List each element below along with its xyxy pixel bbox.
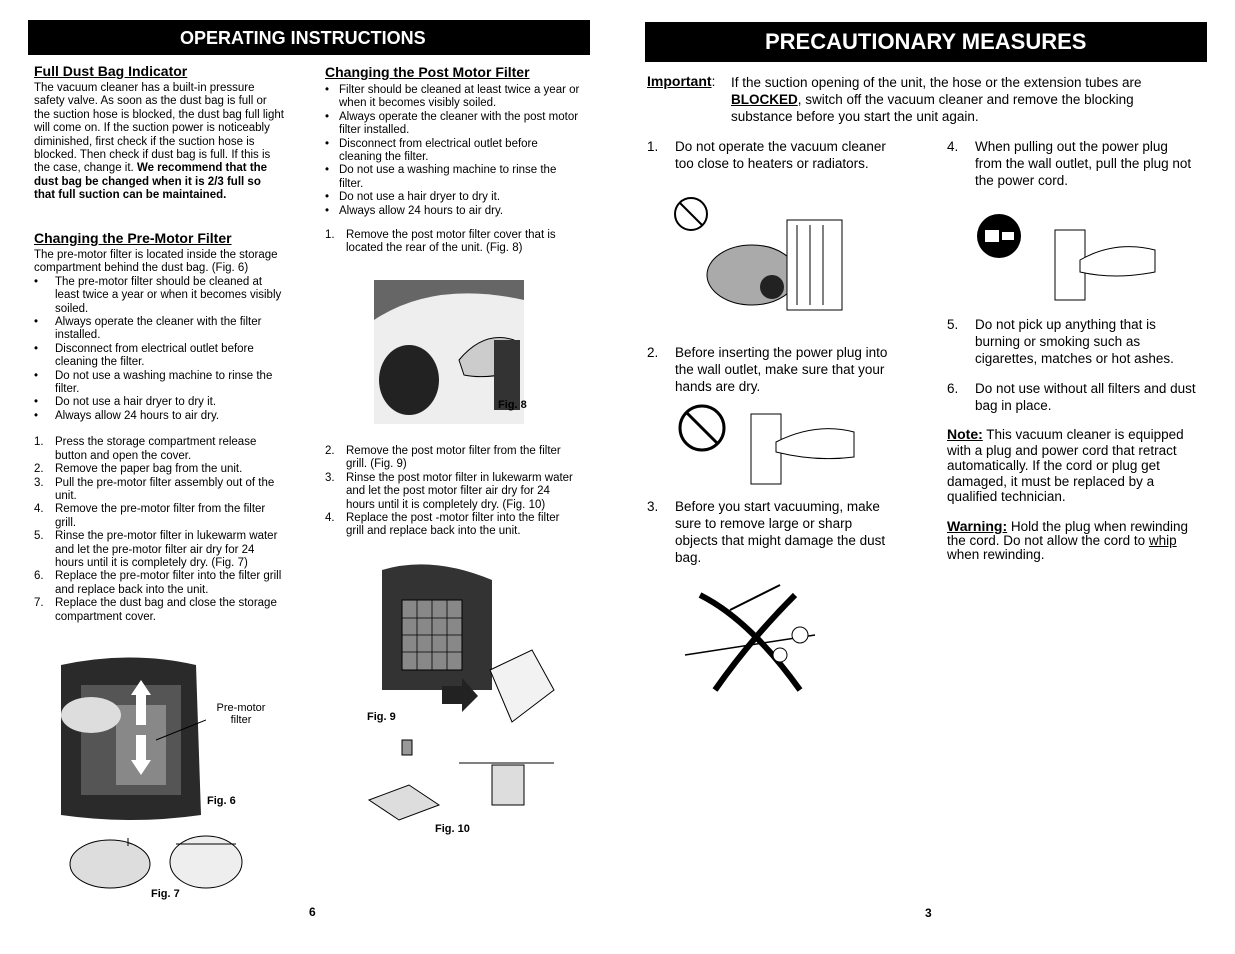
- important-label: Important: [647, 73, 712, 89]
- pre-motor-title: Changing the Pre-Motor Filter: [34, 230, 232, 246]
- blocked-text: BLOCKED: [731, 92, 798, 107]
- list-item: 2. Before inserting the power plug into the wall outlet, make sure that your hands are dry.: [647, 345, 888, 394]
- whip-text: whip: [1148, 533, 1177, 548]
- list-item: 7. Replace the dust bag and close the storage compartment cover.: [34, 597, 277, 623]
- note-block: [947, 427, 1207, 505]
- dust-bag-section: [34, 63, 284, 203]
- note-label: Note:: [947, 426, 983, 442]
- precaution-item-1: [647, 138, 892, 172]
- list-item: 2. Remove the paper bag from the unit.: [34, 463, 243, 476]
- list-item: 4. When pulling out the power plug from the wall outlet, pull the plug not the power cord.: [947, 139, 1192, 188]
- list-item: 3. Pull the pre-motor filter assembly out of the unit.: [34, 476, 275, 502]
- fig9-image: [382, 560, 557, 725]
- post-motor-section: [325, 63, 580, 256]
- dust-bag-text: The vacuum cleaner has a built-in pressure safety valve. As soon as the dust bag is full or the suction hose is blocked, the dust bag full light will come on. If the suction power is noticeably diminished, first check if the suction hose is blocked. Then check if dust bag is full. If this is the case, change it. We recommend that the dust bag be changed when it is 2/3 full so that full suction can be maintained.: [34, 82, 284, 202]
- list-item: 1. Remove the post motor filter cover that is located the rear of the unit. (Fig. 8): [325, 229, 556, 255]
- pre-motor-intro: The pre-motor filter is located inside the storage compartment behind the dust bag. (Fig. 6): [34, 249, 278, 275]
- pre-motor-steps: [34, 436, 286, 624]
- operating-instructions-banner: OPERATING INSTRUCTIONS: [28, 20, 590, 55]
- post-motor-bullets: [325, 84, 580, 218]
- fig6-image: [56, 655, 206, 823]
- list-item: • Always allow 24 hours to air dry.: [34, 410, 286, 423]
- list-item: • Do not use a hair dryer to dry it.: [34, 396, 286, 409]
- list-item: 3. Before you start vacuuming, make sure to remove large or sharp objects that might damage the dust bag.: [647, 499, 886, 565]
- list-item: • Do not use a hair dryer to dry it.: [325, 191, 580, 204]
- dust-bag-title: Full Dust Bag Indicator: [34, 63, 188, 79]
- fig7-label: Fig. 7: [151, 888, 180, 900]
- fig7-image: [68, 832, 248, 892]
- fig10-image: [364, 735, 559, 835]
- precaution-item-2: [647, 344, 897, 395]
- list-item: 3. Rinse the post motor filter in lukewarm water and let the post motor filter air dry for 24 hours until it is completely dry. (Fig. 10): [325, 471, 573, 511]
- warning-label: Warning:: [947, 518, 1008, 534]
- list-item: 1. Press the storage compartment release button and open the cover.: [34, 436, 257, 462]
- precaution-item-4: [947, 138, 1192, 189]
- fig9-label: Fig. 9: [367, 711, 396, 723]
- post-motor-step1: [325, 229, 580, 256]
- list-item: • Always operate the cleaner with the filter installed.: [34, 316, 286, 343]
- fig10-label: Fig. 10: [435, 823, 470, 835]
- list-item: • Do not use a washing machine to rinse the filter.: [34, 370, 286, 397]
- important-text: If the suction opening of the unit, the hose or the extension tubes are BLOCKED, switch off the vacuum cleaner and remove the blocking substance before you start the unit again.: [731, 75, 1142, 124]
- sharp-objects-image: [680, 580, 820, 700]
- list-item: • Always allow 24 hours to air dry.: [325, 205, 580, 218]
- note-text: This vacuum cleaner is equipped with a plug and power cord that retract automatically. If the cord or plug get damaged, it must be replaced by a qualified technician.: [947, 427, 1184, 504]
- list-item: 4. Replace the post -motor filter into the filter grill and replace back into the unit.: [325, 512, 560, 538]
- pre-motor-bullets: [34, 276, 286, 423]
- warning-block: Warning: Hold the plug when rewinding the cord. Do not allow the cord to whip when rewinding.: [947, 518, 1189, 562]
- page-number-right: 3: [925, 906, 932, 920]
- important-label-wrap: Important:: [647, 73, 716, 89]
- heater-warning-image: [672, 195, 847, 320]
- list-item: 5. Rinse the pre-motor filter in lukewarm water and let the pre-motor filter air dry for 24 hours until it is completely dry. (Fig. 7): [34, 530, 278, 569]
- list-item: • The pre-motor filter should be cleaned at least twice a year or when it becomes visibly soiled.: [34, 276, 286, 316]
- list-item: 4. Remove the pre-motor filter from the filter grill.: [34, 503, 266, 529]
- fig8-label: Fig. 8: [498, 399, 527, 411]
- page-number-left: 6: [309, 905, 316, 919]
- dry-hands-image: [676, 402, 856, 492]
- list-item: • Do not use a washing machine to rinse the filter.: [325, 164, 580, 191]
- list-item: 6. Do not use without all filters and dust bag in place.: [947, 381, 1196, 413]
- post-motor-steps: [325, 445, 580, 539]
- list-item: 1. Do not operate the vacuum cleaner too close to heaters or radiators.: [647, 139, 886, 171]
- list-item: 6. Replace the pre-motor filter into the filter grill and replace back into the unit.: [34, 570, 282, 596]
- precautionary-measures-banner: PRECAUTIONARY MEASURES: [645, 22, 1207, 62]
- fig6-callout: Pre-motor filter: [216, 702, 266, 726]
- fig6-label: Fig. 6: [207, 795, 236, 807]
- list-item: 5. Do not pick up anything that is burning or smoking such as cigarettes, matches or hot ashes.: [947, 317, 1174, 366]
- list-item: • Disconnect from electrical outlet before cleaning the filter.: [34, 343, 286, 370]
- dust-bag-recommendation: We recommend that the dust bag be changed when it is 2/3 full so that full suction can be maintained.: [34, 162, 268, 202]
- list-item: • Disconnect from electrical outlet before cleaning the filter.: [325, 138, 580, 165]
- unplug-image: [975, 210, 1160, 305]
- post-motor-steps-section: [325, 445, 580, 539]
- post-motor-title: Changing the Post Motor Filter: [325, 64, 530, 80]
- precaution-item-6: [947, 380, 1212, 414]
- list-item: • Filter should be cleaned at least twice a year or when it becomes visibly soiled.: [325, 84, 580, 111]
- precaution-item-3: [647, 498, 887, 566]
- precaution-item-5: [947, 316, 1197, 367]
- list-item: 2. Remove the post motor filter from the filter grill. (Fig. 9): [325, 445, 561, 471]
- list-item: • Always operate the cleaner with the post motor filter installed.: [325, 111, 580, 138]
- pre-motor-section: [34, 230, 286, 624]
